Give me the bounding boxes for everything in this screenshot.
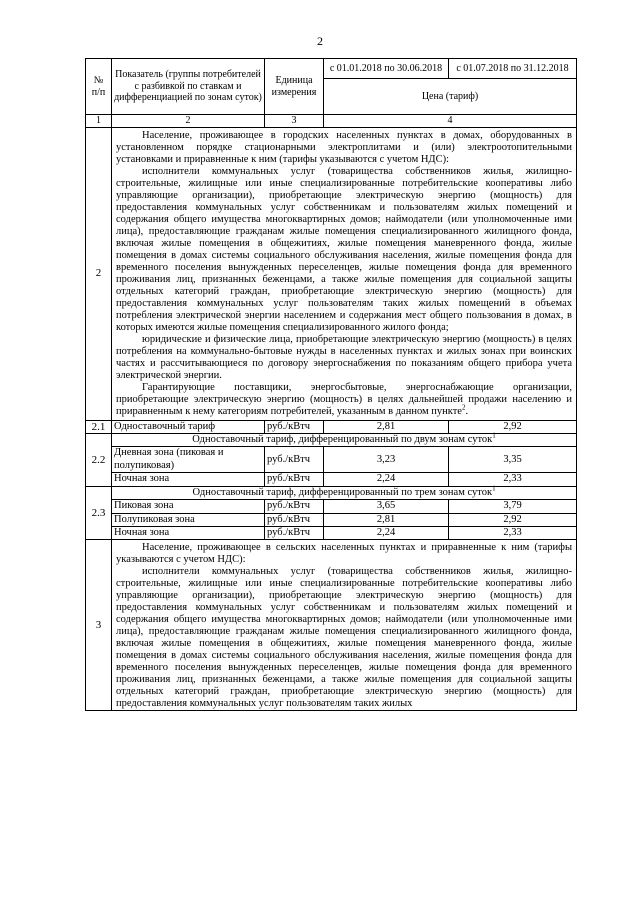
table-row: [86, 486, 577, 499]
header-num: № п/п: [86, 59, 112, 115]
row-num: 3: [86, 540, 112, 711]
unit-cell: руб./кВтч: [265, 526, 324, 539]
paragraph: исполнители коммунальных услуг (товарищества собственников жилья, жилищно-строительные, жилищные или иные специализированные потребительские кооперативы либо управляющие организации), приобретающие электрическую энергию (мощность) для предоставления коммунальных услуг собственникам и пользователям жилых помещений и содержания общего имущества многоквартирных домов; наймодатели (или уполномоченные ими лица), предоставляющие гражданам жилые помещения специализированного жилищного фонда, включая жилые помещения в общежитиях, жилые помещения маневренного фонда, жилые помещения в домах системы социального обслуживания населения, жилые помещения фонда для временного поселения вынужденных переселенцев, жилые помещения фонда для временного проживания лиц, признанных беженцами, а также жилые помещения для социальной защиты отдельных категорий граждан, приобретающие электрическую энергию (мощность) для предоставления коммунальных услуг пользователям таких жилых: [116, 566, 572, 710]
value-period-1: 3,65: [324, 500, 449, 513]
col-num-2: 2: [112, 115, 265, 128]
table-row: [86, 127, 577, 420]
value-period-1: 2,81: [324, 420, 449, 433]
value-period-2: 3,35: [449, 447, 577, 473]
value-period-1: 3,23: [324, 447, 449, 473]
tariff-label: Одноставочный тариф: [112, 420, 265, 433]
header-period-1: с 01.01.2018 по 30.06.2018: [324, 59, 449, 79]
col-num-1: 1: [86, 115, 112, 128]
tariff-label: Полупиковая зона: [112, 513, 265, 526]
table-row: [86, 513, 577, 526]
value-period-1: 2,81: [324, 513, 449, 526]
value-period-1: 2,24: [324, 526, 449, 539]
header-unit: Единица измерения: [265, 59, 324, 115]
section-title: Одноставочный тариф, дифференцированный по двум зонам суток$^1$: [112, 433, 577, 446]
value-period-2: 2,33: [449, 526, 577, 539]
footnote-mark: 1: [492, 484, 496, 493]
value-period-2: 2,92: [449, 513, 577, 526]
row-description: [112, 540, 577, 711]
header-row: [86, 59, 577, 79]
paragraph: исполнители коммунальных услуг (товарищества собственников жилья, жилищно-строительные, жилищные или иные специализированные потребительские кооперативы либо управляющие организации), приобретающие электрическую энергию (мощность) для предоставления коммунальных услуг собственникам и пользователям жилых помещений и содержания общего имущества многоквартирных домов; наймодатели (или уполномоченные ими лица), предоставляющие гражданам жилые помещения специализированного жилищного фонда, включая жилые помещения в общежитиях, жилые помещения маневренного фонда, жилые помещения в домах системы социального обслуживания населения, жилые помещения фонда для временного поселения вынужденных переселенцев, жилые помещения фонда для временного проживания лиц, признанных беженцами, а также жилые помещения для социальной защиты отдельных категорий граждан, приобретающие электрическую энергию (мощность) для предоставления коммунальных услуг пользователям таких жилых помещений в объемах потребления электрической энергии населением и содержания мест общего пользования в домах, в которых имеются жилые помещения специализированного жилого фонда;: [116, 165, 572, 333]
col-num-4: 4: [324, 115, 577, 128]
unit-cell: руб./кВтч: [265, 447, 324, 473]
row-description: [112, 127, 577, 420]
tariff-table: [85, 58, 577, 711]
tariff-label: Пиковая зона: [112, 500, 265, 513]
column-numbers-row: [86, 115, 577, 128]
table-row: [86, 500, 577, 513]
header-period-2: с 01.07.2018 по 31.12.2018: [449, 59, 577, 79]
tariff-label: Ночная зона: [112, 526, 265, 539]
table-row: [86, 526, 577, 539]
header-price: Цена (тариф): [324, 79, 577, 115]
tariff-label: Ночная зона: [112, 473, 265, 486]
table-row: [86, 447, 577, 473]
paragraph: Население, проживающее в городских населенных пунктах в домах, оборудованных в установленном порядке стационарными электроплитами и (или) электроотопительными установками и приравненные к ним (тарифы указываются с учетом НДС):: [116, 129, 572, 165]
paragraph: Население, проживающее в сельских населенных пунктах и приравненные к ним (тарифы указываются с учетом НДС):: [116, 542, 572, 566]
unit-cell: руб./кВтч: [265, 500, 324, 513]
table-row: [86, 433, 577, 446]
col-num-3: 3: [265, 115, 324, 128]
paragraph: Гарантирующие поставщики, энергосбытовые, энергоснабжающие организации, приобретающие электрическую энергию (мощность) в целях дальнейшей продажи населению и приравненным к нему категориям потребителей, указанным в данном пункте$^2$.: [116, 381, 572, 417]
footnote-mark: 2: [461, 403, 466, 411]
row-num: 2.2: [86, 433, 112, 486]
table-row: [86, 540, 577, 711]
value-period-1: 2,24: [324, 473, 449, 486]
row-num: 2: [86, 127, 112, 420]
section-title: Одноставочный тариф, дифференцированный по трем зонам суток$^1$: [112, 486, 577, 499]
tariff-label: Дневная зона (пиковая и полупиковая): [112, 447, 265, 473]
unit-cell: руб./кВтч: [265, 420, 324, 433]
header-indicator: Показатель (группы потребителей с разбивкой по ставкам и дифференциацией по зонам суток): [112, 59, 265, 115]
table-row: [86, 420, 577, 433]
page-number: 2: [317, 34, 323, 48]
unit-cell: руб./кВтч: [265, 513, 324, 526]
table-row: [86, 473, 577, 486]
row-num: 2.3: [86, 486, 112, 540]
row-num: 2.1: [86, 420, 112, 433]
footnote-mark: 1: [492, 431, 496, 440]
value-period-2: 2,92: [449, 420, 577, 433]
paragraph: юридические и физические лица, приобретающие электрическую энергию (мощность) в целях потребления на коммунально-бытовые нужды в населенных пунктах и жилых зонах при воинских частях и рассчитывающиеся по договору энергоснабжения по показаниям общего прибора учета электрической энергии.: [116, 333, 572, 381]
value-period-2: 3,79: [449, 500, 577, 513]
unit-cell: руб./кВтч: [265, 473, 324, 486]
value-period-2: 2,33: [449, 473, 577, 486]
